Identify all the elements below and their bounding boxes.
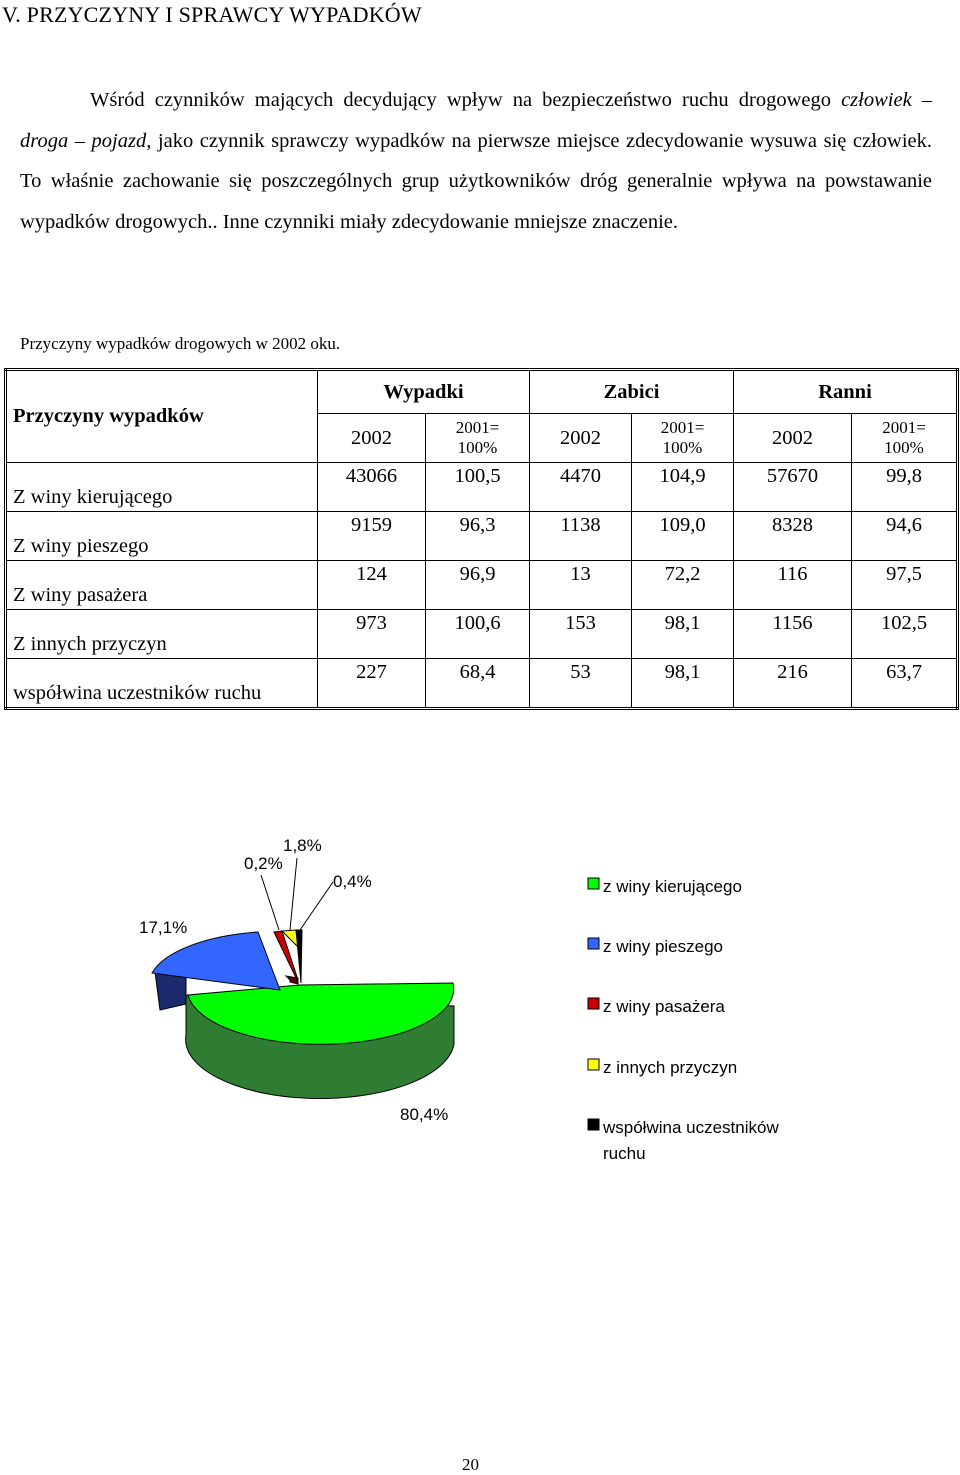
- cell: 99,8: [852, 463, 958, 512]
- table-caption: Przyczyny wypadków drogowych w 2002 oku.: [20, 334, 341, 353]
- table-row: [6, 463, 958, 512]
- cell: 109,0: [632, 512, 734, 561]
- cell: 13: [530, 561, 632, 610]
- legend-label: współwina uczestników: [603, 1118, 779, 1137]
- cell: 96,9: [426, 561, 530, 610]
- page-number: 20: [462, 1455, 479, 1474]
- cell: 973: [318, 610, 426, 659]
- cell: 116: [734, 561, 852, 610]
- pct-header: 2001= 100%: [632, 414, 734, 463]
- causes-table: [4, 368, 959, 710]
- year-header: 2002: [734, 414, 852, 463]
- slice-side-pieszy: [155, 972, 186, 1010]
- data-label-pieszy: 17,1%: [139, 918, 188, 937]
- intro-paragraph: [20, 80, 932, 242]
- paragraph-text-1: Wśród czynników mających decydujący wpływ na bezpieczeństwo ruchu drogowego: [90, 89, 842, 111]
- cell: 43066: [318, 463, 426, 512]
- cell: 1156: [734, 610, 852, 659]
- group-header-ranni: Ranni: [734, 370, 958, 414]
- year-header: 2002: [318, 414, 426, 463]
- section-heading: V. PRZYCZYNY I SPRAWCY WYPADKÓW: [2, 2, 422, 27]
- table-row: [6, 512, 958, 561]
- cell: 102,5: [852, 610, 958, 659]
- legend-swatch: [588, 938, 599, 949]
- cell: 94,6: [852, 512, 958, 561]
- row-cause: Z winy kierującego: [6, 463, 318, 512]
- cell: 72,2: [632, 561, 734, 610]
- cell: 153: [530, 610, 632, 659]
- legend-label: z winy kierującego: [603, 877, 742, 896]
- leader-line: [261, 875, 279, 930]
- row-cause: Z winy pasażera: [6, 561, 318, 610]
- pct-header: 2001= 100%: [426, 414, 530, 463]
- legend: [588, 877, 779, 1163]
- data-label-kierujacy: 80,4%: [400, 1105, 449, 1124]
- cell: 63,7: [852, 659, 958, 709]
- cell: 124: [318, 561, 426, 610]
- cell: 98,1: [632, 610, 734, 659]
- cell: 96,3: [426, 512, 530, 561]
- data-label-inne: 1,8%: [283, 836, 322, 855]
- data-label-pasazer: 0,2%: [244, 854, 283, 873]
- cell: 100,5: [426, 463, 530, 512]
- legend-label: z innych przyczyn: [603, 1058, 738, 1077]
- table-row: [6, 659, 958, 709]
- year-header: 2002: [530, 414, 632, 463]
- cell: 1138: [530, 512, 632, 561]
- row-cause: współwina uczestników ruchu: [6, 659, 318, 709]
- cell: 57670: [734, 463, 852, 512]
- cause-column-header: Przyczyny wypadków: [6, 370, 318, 463]
- group-header-zabici: Zabici: [530, 370, 734, 414]
- data-label-wspolwina: 0,4%: [333, 872, 372, 891]
- leader-line: [300, 882, 333, 930]
- legend-swatch: [588, 1059, 599, 1070]
- row-cause: Z winy pieszego: [6, 512, 318, 561]
- pct-header: 2001= 100%: [852, 414, 958, 463]
- cell: 8328: [734, 512, 852, 561]
- cell: 97,5: [852, 561, 958, 610]
- cell: 104,9: [632, 463, 734, 512]
- cell: 100,6: [426, 610, 530, 659]
- legend-label: z winy pasażera: [603, 997, 725, 1016]
- paragraph-text-2: jako czynnik sprawczy wypadków na pierwsze miejsce zdecydowanie wysuwa się człowiek. To właśnie zachowanie się poszczególnych grup użytkowników dróg generalnie wpływa na powstawanie wypadków drogowych.. Inne czynniki miały zdecydowanie mniejsze znaczenie.: [20, 129, 933, 233]
- table-row: [6, 610, 958, 659]
- legend-label: z winy pieszego: [603, 937, 724, 956]
- cell: 68,4: [426, 659, 530, 709]
- leader-line: [290, 858, 297, 930]
- row-cause: Z innych przyczyn: [6, 610, 318, 659]
- cell: 9159: [318, 512, 426, 561]
- legend-swatch: [588, 878, 599, 889]
- legend-label: ruchu: [603, 1144, 646, 1163]
- cell: 53: [530, 659, 632, 709]
- cell: 227: [318, 659, 426, 709]
- pie-chart: [0, 820, 960, 1200]
- group-header-wypadki: Wypadki: [318, 370, 530, 414]
- cell: 216: [734, 659, 852, 709]
- paragraph-italic: człowiek – droga – pojazd,: [20, 89, 933, 152]
- legend-swatch: [588, 998, 599, 1009]
- legend-swatch: [588, 1119, 599, 1130]
- table-row: [6, 561, 958, 610]
- cell: 98,1: [632, 659, 734, 709]
- cell: 4470: [530, 463, 632, 512]
